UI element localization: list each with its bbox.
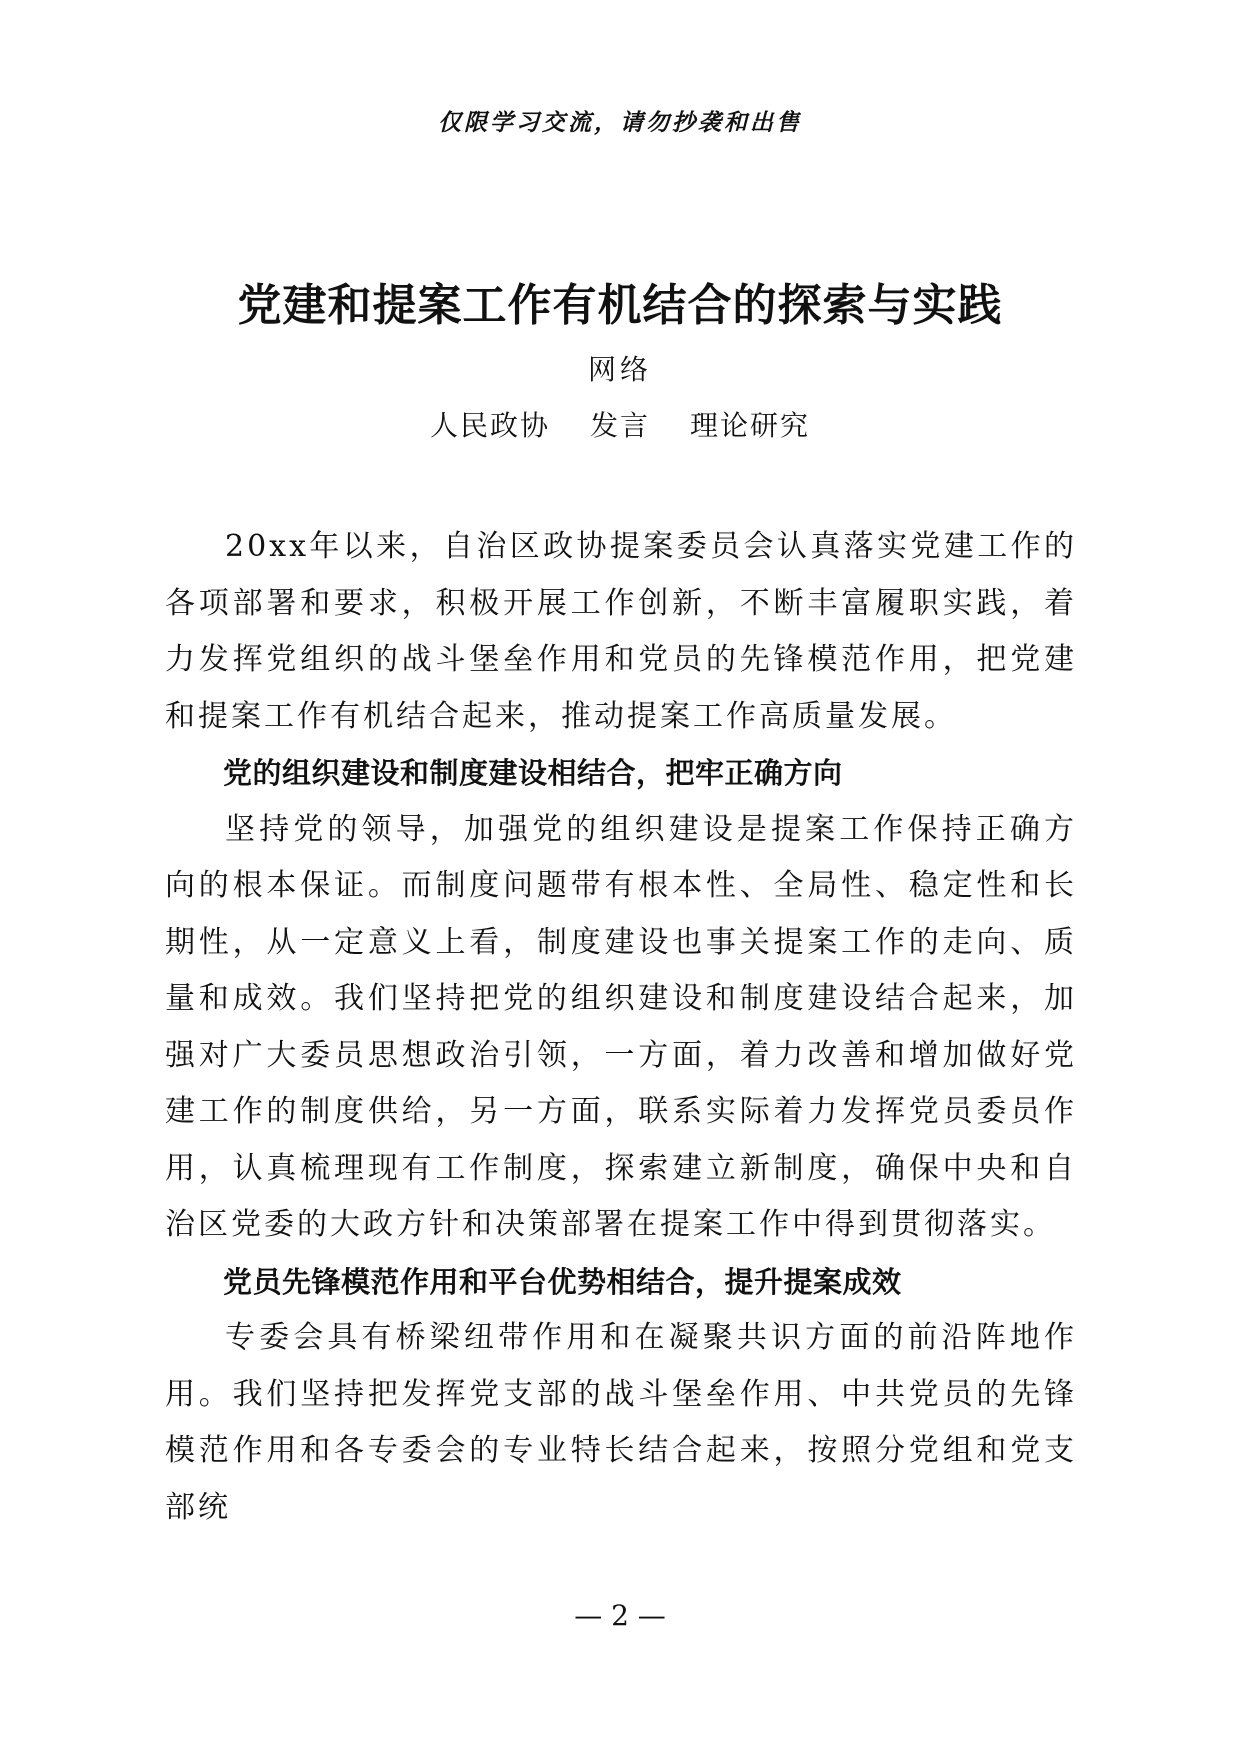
body-paragraph: 坚持党的领导，加强党的组织建设是提案工作保持正确方向的根本保证。而制度问题带有根本性、全局性、稳定性和长期性，从一定意义上看，制度建设也事关提案工作的走向、质量和成效。我们坚持把党的组织建设和制度建设结合起来，加强对广大委员思想政治引领，一方面，着力改善和增加做好党建工作的制度供给，另一方面，联系实际着力发挥党员委员作用，认真梳理现有工作制度，探索建立新制度，确保中央和自治区党委的大政方针和决策部署在提案工作中得到贯彻落实。 [165,811,1077,1242]
body-paragraph: 专委会具有桥梁纽带作用和在凝聚共识方面的前沿阵地作用。我们坚持把发挥党支部的战斗堡垒作用、中共党员的先锋模范作用和各专委会的专业特长结合起来，按照分党组和党支部统 [165,1320,1077,1525]
article-body [165,519,1077,1536]
tag-item: 人民政协 [429,409,550,442]
header-note: 仅限学习交流，请勿抄袭和出售 [438,109,802,136]
section-heading: 党的组织建设和制度建设相结合，把牢正确方向 [223,756,843,790]
tag-item: 发言 [589,409,650,442]
page-number: — 2 — [574,1599,666,1632]
tag-line [0,406,1240,446]
document-title: 党建和提案工作有机结合的探索与实践 [237,280,1003,331]
body-paragraph: 20xx年以来，自治区政协提案委员会认真落实党建工作的各项部署和要求，积极开展工作创新，不断丰富履职实践，着力发挥党组织的战斗堡垒作用和党员的先锋模范作用，把党建和提案工作有机结合起来，推动提案工作高质量发展。 [165,529,1077,734]
section-heading: 党员先锋模范作用和平台优势相结合，提升提案成效 [223,1264,902,1299]
source-line: 网络 [587,353,652,386]
tag-item: 理论研究 [690,409,811,442]
